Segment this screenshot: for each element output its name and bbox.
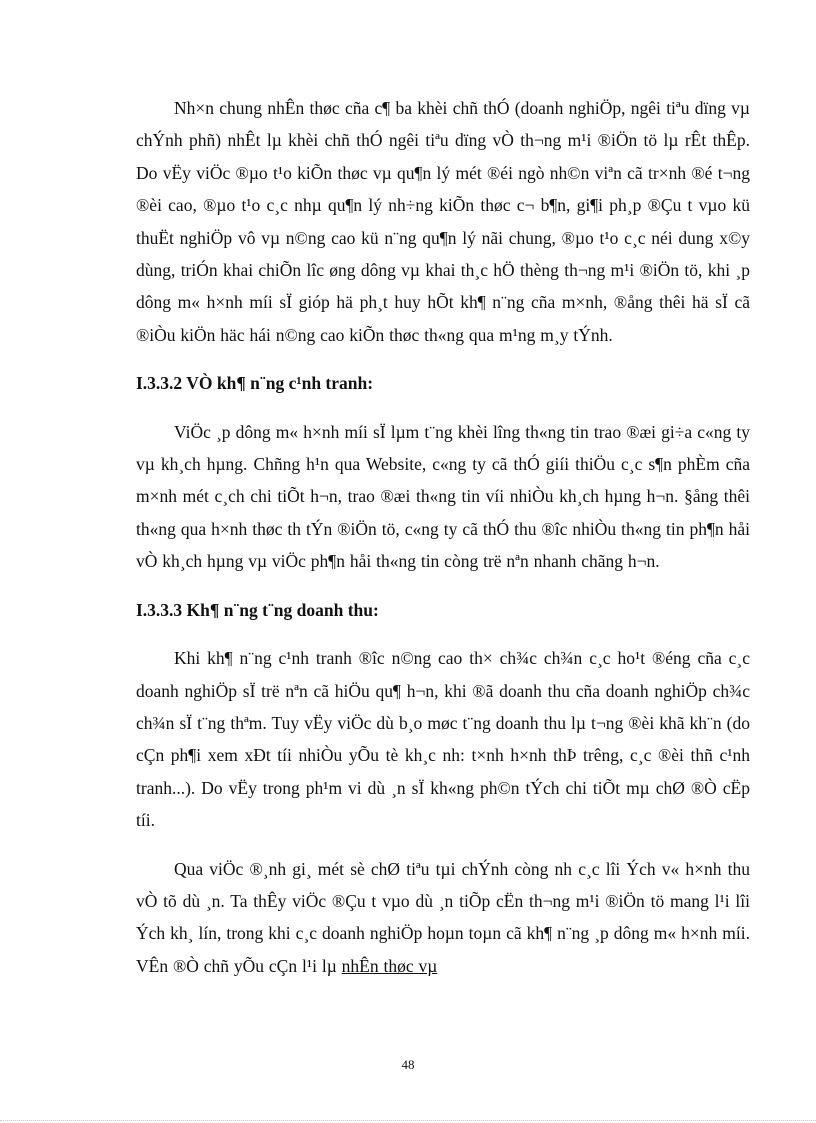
section-heading-competitiveness: I.3.3.2 VÒ kh¶ n¨ng c¹nh tranh: [136, 373, 374, 394]
paragraph-awareness-training: Nh×n chung nhÊn thøc cña c¶ ba khèi chñ thÓ (doanh nghiÖp, ngêi tiªu dïng vµ chÝnh phñ) nhÊt lµ khèi chñ thÓ ngêi tiªu dïng vÒ th¬ng m¹i ®iÖn tö lµ rÊt thÊp. Do vËy viÖc ®µo t¹o kiÕn thøc vµ qu¶n lý mét ®éi ngò nh©n viªn cã tr×nh ®é t¬ng ®èi cao, ®µo t¹o c¸c nhµ qu¶n lý nh÷ng kiÕn thøc c¬ b¶n, gi¶i ph¸p ®Çu t vµo kü thuËt nghiÖp vô vµ n©ng cao kü n¨ng qu¶n lý nãi chung, ®µo t¹o c¸c néi dung x©y dùng, triÓn khai chiÕn lîc øng dông vµ khai th¸c hÖ thèng th¬ng m¹i ®iÖn tö, khi ¸p dông m« h×nh míi sÏ gióp hä ph¸t huy hÕt kh¶ n¨ng cña m×nh, ®ång thêi hä sÏ cã ®iÒu kiÖn häc hái n©ng cao kiÕn thøc th«ng qua m¹ng m¸y tÝnh. [136, 98, 750, 345]
underlined-text: nhÊn thøc vµ [341, 955, 438, 976]
paragraph-revenue: Khi kh¶ n¨ng c¹nh tranh ®îc n©ng cao th× ch¾c ch¾n c¸c ho¹t ®éng cña c¸c doanh nghiÖp sÏ trë nªn cã hiÖu qu¶ h¬n, khi ®ã doanh thu cña doanh nghiÖp ch¾c ch¾n sÏ t¨ng thªm. Tuy vËy viÖc dù b¸o møc t¨ng doanh thu lµ t¬ng ®èi khã kh¨n (do cÇn ph¶i xem xÐt tíi nhiÒu yÕu tè kh¸c nh: t×nh h×nh thÞ trêng, c¸c ®èi thñ c¹nh tranh...). Do vËy trong ph¹m vi dù ¸n sÏ kh«ng ph©n tÝch chi tiÕt mµ chØ ®Ò cËp tíi. [136, 648, 750, 831]
page-bottom-dotted-divider [0, 1120, 816, 1121]
page-number: 48 [401, 1057, 415, 1072]
page-content [136, 92, 750, 982]
paragraph-conclusion-text: Qua viÖc ®¸nh gi¸ mét sè chØ tiªu tµi chÝnh còng nh c¸c lîi Ých v« h×nh thu vÒ tõ dù ¸n. Ta thÊy viÖc ®Çu t vµo dù ¸n tiÕp cËn th¬ng m¹i ®iÖn tö mang l¹i lîi Ých kh¸ lín, trong khi c¸c doanh nghiÖp hoµn toµn cã kh¶ n¨ng ¸p dông m« h×nh míi. VÊn ®Ò chñ yÕu cÇn l¹i lµ [136, 858, 750, 976]
paragraph-competitiveness: ViÖc ¸p dông m« h×nh míi sÏ lµm t¨ng khèi lîng th«ng tin trao ®æi gi÷a c«ng ty vµ kh¸ch hµng. Chñng h¹n qua Website, c«ng ty cã thÓ giíi thiÖu c¸c s¶n phÈm cña m×nh mét c¸ch chi tiÕt h¬n, trao ®æi th«ng tin víi nhiÒu kh¸ch hµng h¬n. §ång thêi th«ng qua h×nh thøc th tÝn ®iÖn tö, c«ng ty cã thÓ thu ®îc nhiÒu th«ng tin ph¶n håi vÒ kh¸ch hµng vµ viÖc ph¶n håi th«ng tin còng trë nªn nhanh chãng h¬n. [136, 421, 750, 572]
section-heading-revenue: I.3.3.3 Kh¶ n¨ng t¨ng doanh thu: [136, 599, 379, 620]
paragraph-conclusion [136, 853, 750, 983]
